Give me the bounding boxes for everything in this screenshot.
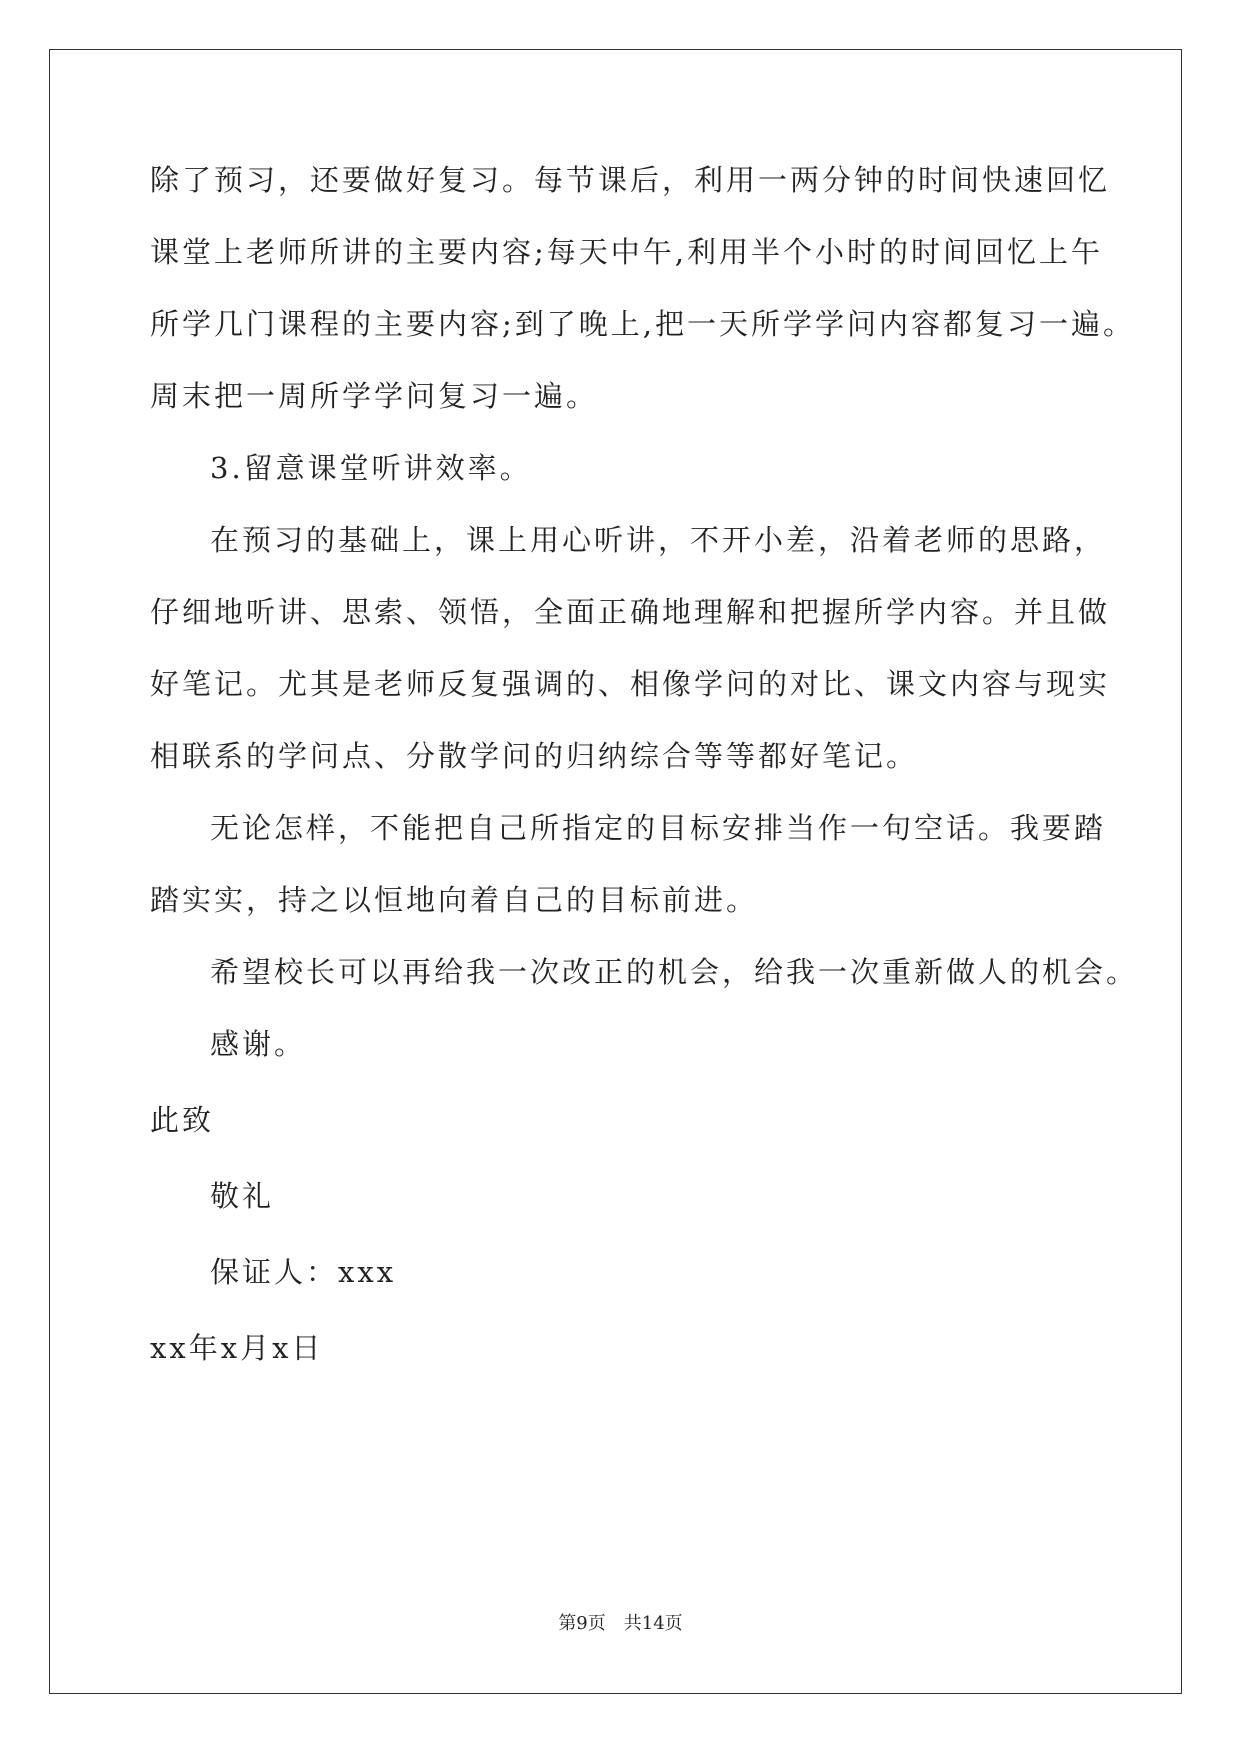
salutation-line: 敬礼 [210, 1179, 275, 1213]
paragraph-line: 好笔记。尤其是老师反复强调的、相像学问的对比、课文内容与现实 [150, 667, 1111, 701]
paragraph-line: 课堂上老师所讲的主要内容;每天中午,利用半个小时的时间回忆上午 [150, 235, 1103, 269]
paragraph-line: 周末把一周所学学问复习一遍。 [150, 379, 599, 413]
paragraph-line: 无论怎样，不能把自己所指定的目标安排当作一句空话。我要踏 [210, 811, 1107, 845]
paragraph-line: 希望校长可以再给我一次改正的机会，给我一次重新做人的机会。 [210, 955, 1139, 989]
page-border [49, 49, 1182, 1694]
paragraph-line: 除了预习，还要做好复习。每节课后，利用一两分钟的时间快速回忆 [150, 163, 1111, 197]
signature-line: 保证人：xxx [210, 1255, 397, 1289]
paragraph-line: 相联系的学问点、分散学问的归纳综合等等都好笔记。 [150, 739, 919, 773]
closing-line: 此致 [150, 1103, 215, 1137]
page-number-footer: 第9页 共14页 [558, 1613, 683, 1634]
date-line: xx年x月x日 [150, 1331, 324, 1365]
thanks-line: 感谢。 [210, 1027, 307, 1061]
paragraph-line: 在预习的基础上，课上用心听讲，不开小差，沿着老师的思路， [210, 523, 1107, 557]
paragraph-line: 踏实实，持之以恒地向着自己的目标前进。 [150, 883, 759, 917]
section-heading: 3.留意课堂听讲效率。 [210, 451, 532, 485]
paragraph-line: 所学几门课程的主要内容;到了晚上,把一天所学学问内容都复习一遍。 [150, 307, 1135, 341]
paragraph-line: 仔细地听讲、思索、领悟，全面正确地理解和把握所学内容。并且做 [150, 595, 1111, 629]
